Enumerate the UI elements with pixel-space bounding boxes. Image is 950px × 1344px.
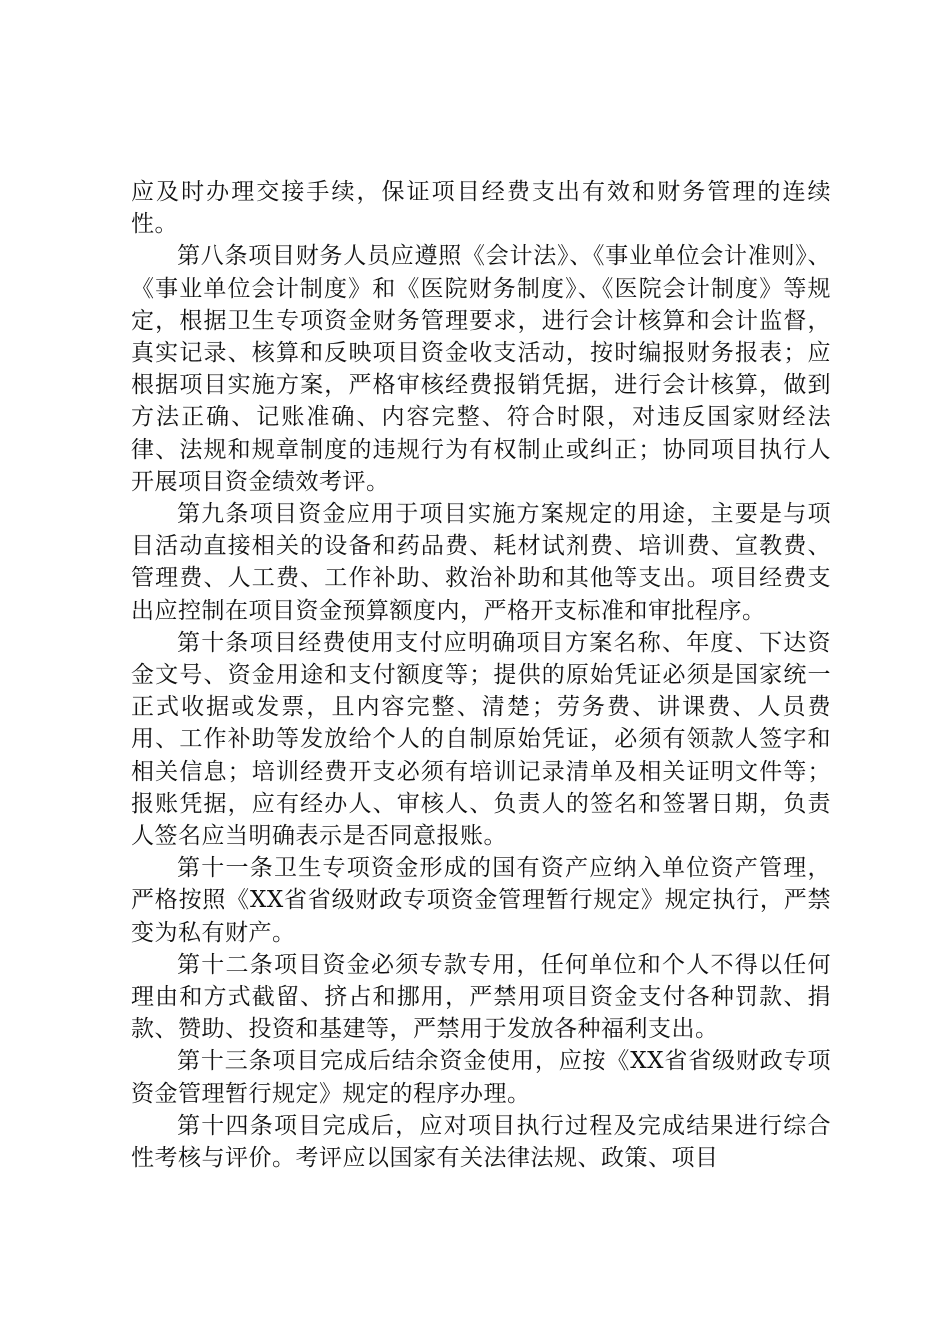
paragraph-article-9: 第九条项目资金应用于项目实施方案规定的用途，主要是与项目活动直接相关的设备和药品费、耗材试剂费、培训费、宣教费、管理费、人工费、工作补助、救治补助和其他等支出。项目经费支出应控制在项目资金预算额度内，严格开支标准和审批程序。 <box>131 501 831 624</box>
paragraph-article-13: 第十三条项目完成后结余资金使用，应按《XX省省级财政专项资金管理暂行规定》规定的程序办理。 <box>131 1048 831 1107</box>
paragraph-article-8: 第八条项目财务人员应遵照《会计法》、《事业单位会计准则》、《事业单位会计制度》和《医院财务制度》、《医院会计制度》等规定，根据卫生专项资金财务管理要求，进行会计核算和会计监督，真实记录、核算和反映项目资金收支活动，按时编报财务报表；应根据项目实施方案，严格审核经费报销凭据，进行会计核算，做到方法正确、记账准确、内容完整、符合时限，对违反国家财经法律、法规和规章制度的违规行为有权制止或纠正；协同项目执行人开展项目资金绩效考评。 <box>131 243 831 495</box>
paragraph-article-12: 第十二条项目资金必须专款专用，任何单位和个人不得以任何理由和方式截留、挤占和挪用，严禁用项目资金支付各种罚款、捐款、赞助、投资和基建等，严禁用于发放各种福利支出。 <box>131 951 831 1043</box>
paragraph-article-11: 第十一条卫生专项资金形成的国有资产应纳入单位资产管理，严格按照《XX省省级财政专项资金管理暂行规定》规定执行，严禁变为私有财产。 <box>131 855 831 946</box>
paragraph-continuation: 应及时办理交接手续，保证项目经费支出有效和财务管理的连续性。 <box>131 179 831 238</box>
document-body <box>131 176 831 1174</box>
paragraph-article-10: 第十条项目经费使用支付应明确项目方案名称、年度、下达资金文号、资金用途和支付额度等；提供的原始凭证必须是国家统一正式收据或发票，且内容完整、清楚；劳务费、讲课费、人员费用、工作补助等发放给个人的自制原始凭证，必须有领款人签字和相关信息；培训经费开支必须有培训记录清单及相关证明文件等；报账凭据，应有经办人、审核人、负责人的签名和签署日期，负责人签名应当明确表示是否同意报账。 <box>131 629 831 850</box>
paragraph-article-14: 第十四条项目完成后，应对项目执行过程及完成结果进行综合性考核与评价。考评应以国家有关法律法规、政策、项目 <box>131 1112 831 1172</box>
